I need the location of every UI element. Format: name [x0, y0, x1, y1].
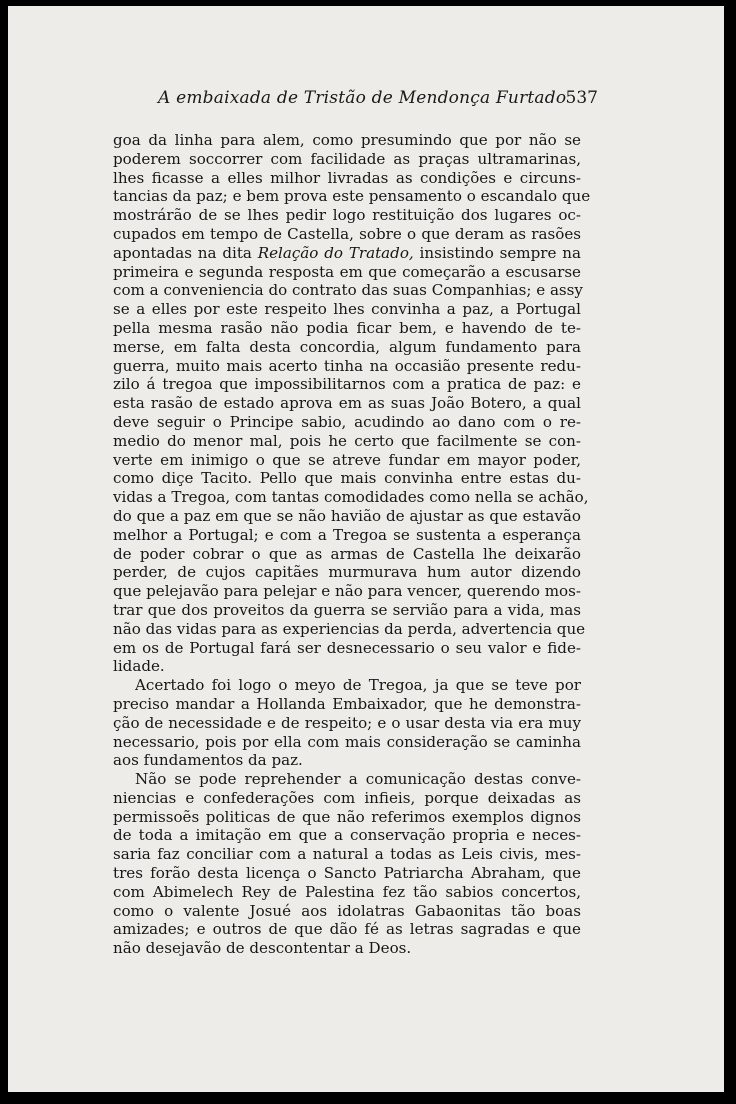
text-line: saria faz conciliar com a natural a todas as Leis civis, mes-: [113, 845, 581, 864]
paragraph: [113, 131, 591, 676]
text-line: primeira e segunda resposta em que começarão a escusarse: [113, 262, 581, 281]
text-line: aos fundamentos da paz.: [113, 751, 303, 770]
running-header: [158, 88, 598, 118]
text-line: mostrárão de se lhes pedir logo restituição dos lugares oc-: [113, 206, 581, 225]
paragraph: [113, 676, 581, 770]
text-line: com a conveniencia do contrato das suas Companhias; e assy: [113, 281, 583, 300]
text-line: amizades; e outros de que dão fé as letras sagradas e que: [113, 920, 581, 939]
text-line: não das vidas para as experiencias da perda, advertencia que: [113, 619, 586, 638]
text-line: cupados em tempo de Castella, sobre o que deram as rasões: [113, 224, 581, 243]
text-line: de poder cobrar o que as armas de Castella lhe deixarão: [113, 544, 581, 563]
text-line: deve seguir o Principe sabio, acudindo ao dano com o re-: [113, 412, 581, 431]
text-line: Acertado foi logo o meyo de Tregoa, ja que se teve por: [135, 676, 581, 695]
text-line: poderem soccorrer com facilidade as praças ultramarinas,: [113, 149, 581, 168]
text-line: do que a paz em que se não havião de ajustar as que estavão: [113, 506, 581, 525]
text-line: em os de Portugal fará ser desnecessario o seu valor e fide-: [113, 638, 581, 657]
body-text: [113, 131, 591, 958]
page-number: 537: [565, 88, 598, 108]
text-line: permissoẽs politicas de que não referimos exemplos dignos: [113, 807, 581, 826]
text-line: necessario, pois por ella com mais consideração se caminha: [113, 732, 581, 751]
italic-title: Relação do Tratado,: [257, 243, 414, 262]
text-line: preciso mandar a Hollanda Embaixador, que he demonstra-: [113, 694, 581, 713]
text-line: esta rasão de estado aprova em as suas João Botero, a qual: [113, 394, 581, 413]
text-line: apontadas na dita Relação do Tratado, insistindo sempre na: [113, 243, 581, 262]
text-line: como o valente Josué aos idolatras Gabaonitas tão boas: [113, 901, 581, 920]
text-line: vidas a Tregoa, com tantas comodidades como nella se achão,: [113, 488, 589, 507]
text-line: tres forão desta licença o Sancto Patriarcha Abraham, que: [113, 864, 581, 883]
text-line: guerra, muito mais acerto tinha na occasião presente redu-: [113, 356, 581, 375]
text-line: de toda a imitação em que a conservação propria e neces-: [113, 826, 581, 845]
text-line: que pelejavão para pelejar e não para vencer, querendo mos-: [113, 582, 581, 601]
text-line: trar que dos proveitos da guerra se servião para a vida, mas: [113, 600, 581, 619]
paragraph: [113, 770, 581, 958]
text-line: com Abimelech Rey de Palestina fez tão sabios concertos,: [113, 882, 581, 901]
text-line: merse, em falta desta concordia, algum fundamento para: [113, 337, 581, 356]
text-line: niencias e confederações com infieis, porque deixadas as: [113, 788, 581, 807]
text-line: pella mesma rasão não podia ficar bem, e havendo de te-: [113, 318, 581, 337]
text-line: verte em inimigo o que se atreve fundar em mayor poder,: [113, 450, 581, 469]
text-line: Não se pode reprehender a comunicação destas conve-: [135, 770, 581, 789]
text-line: como diçe Tacito. Pello que mais convinha entre estas du-: [113, 469, 581, 488]
text-line: se a elles por este respeito lhes convinha a paz, a Portugal: [113, 300, 581, 319]
text-line: medio do menor mal, pois he certo que facilmente se con-: [113, 431, 581, 450]
text-line: zilo á tregoa que impossibilitarnos com a pratica de paz: e: [113, 375, 581, 394]
text-line: ção de necessidade e de respeito; e o usar desta via era muy: [113, 713, 581, 732]
text-line: tancias da paz; e bem prova este pensamento o escandalo que: [113, 187, 591, 206]
text-line: perder, de cujos capitães murmurava hum autor dizendo: [113, 563, 581, 582]
running-title: A embaixada de Tristão de Mendonça Furtado: [158, 88, 567, 108]
book-page: [8, 6, 724, 1092]
text-line: melhor a Portugal; e com a Tregoa se sustenta a esperança: [113, 525, 581, 544]
text-line: não desejavão de descontentar a Deos.: [113, 939, 412, 958]
text-line: lhes ficasse a elles milhor livradas as condições e circuns-: [113, 168, 581, 187]
text-line: lidade.: [113, 657, 165, 676]
text-line: goa da linha para alem, como presumindo que por não se: [113, 131, 581, 149]
